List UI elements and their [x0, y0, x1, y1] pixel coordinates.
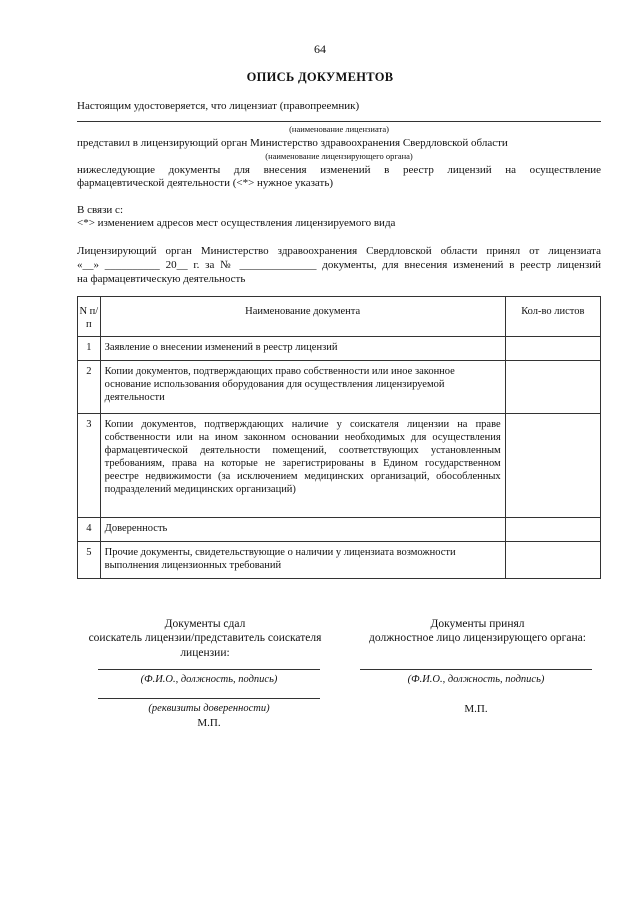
- row-num: 1: [78, 337, 101, 361]
- row-count: [505, 337, 600, 361]
- table-row: [78, 518, 601, 542]
- row-num: 5: [78, 542, 101, 579]
- left-power-of-attorney-line: [98, 698, 320, 699]
- licensee-name-line: [77, 121, 601, 122]
- table-row: [78, 542, 601, 579]
- licensee-caption: (наименование лицензиата): [289, 124, 389, 134]
- left-caption-1: (Ф.И.О., должность, подпись): [140, 674, 278, 685]
- row-text: Заявление о внесении изменений в реестр лицензий: [100, 337, 505, 361]
- left-stamp: М.П.: [197, 717, 221, 729]
- presented-line: представил в лицензирующий орган Министерство здравоохранения Свердловской области: [77, 137, 508, 149]
- intro-text: Настоящим удостоверяется, что лицензиат (правопреемник): [77, 100, 360, 112]
- table-header-row: [78, 297, 601, 337]
- left-caption-2: (реквизиты доверенности): [148, 703, 270, 714]
- authority-caption: (наименование лицензирующего органа): [265, 151, 413, 161]
- purpose-line-1: нижеследующие документы для внесения изменений в реестр лицензий на осуществление: [77, 164, 601, 176]
- row-text: Копии документов, подтверждающих право собственности или иное законное основание использования оборудования для осуществления лицензируемой деятельности: [100, 361, 505, 414]
- table-row: [78, 337, 601, 361]
- row-num: 4: [78, 518, 101, 542]
- accept-line-3: на фармацевтическую деятельность: [77, 273, 246, 285]
- row-num: 3: [78, 414, 101, 518]
- row-text: Прочие документы, свидетельствующие о наличии у лицензиата возможности выполнения лицензионных требований: [100, 542, 505, 579]
- document-title: ОПИСЬ ДОКУМЕНТОВ: [246, 70, 394, 84]
- header-name: Наименование документа: [100, 297, 505, 337]
- row-text: Копии документов, подтверждающих наличие у соискателя лицензии на праве собственности или на ином законном основании необходимых для осуществления фармацевтической деятельности помещений, соответствующих установленным требованиям, права на которые не зарегистрированы в Едином государственном реестре недвижимости (за исключением медицинских организаций, обособленных подразделений медицинских организаций): [100, 414, 505, 518]
- reason-label: В связи с:: [77, 204, 123, 216]
- left-sign-subtitle: соискатель лицензии/представитель соискателя лицензии:: [88, 632, 322, 659]
- table-row: [78, 414, 601, 518]
- header-num: N п/п: [78, 297, 101, 337]
- left-signature-line: [98, 669, 320, 670]
- right-sign-subtitle: должностное лицо лицензирующего органа:: [369, 632, 586, 644]
- row-count: [505, 414, 600, 518]
- row-text: Доверенность: [100, 518, 505, 542]
- accept-line-2: «__» __________ 20__ г. за № ______________ документы, для внесения изменений в реестр лицензий: [77, 259, 601, 271]
- accept-line-1: Лицензирующий орган Министерство здравоохранения Свердловской области принял от лицензиата: [77, 245, 601, 257]
- right-signature-line: [360, 669, 592, 670]
- purpose-line-2: фармацевтической деятельности (<*> нужное указать): [77, 177, 334, 189]
- row-count: [505, 361, 600, 414]
- left-sign-title: Документы сдал: [164, 618, 246, 630]
- row-count: [505, 518, 600, 542]
- table-row: [78, 361, 601, 414]
- reason-item: <*> изменением адресов мест осуществления лицензируемого вида: [77, 217, 396, 229]
- page-number: 64: [314, 42, 326, 56]
- row-count: [505, 542, 600, 579]
- documents-table: [77, 296, 601, 579]
- row-num: 2: [78, 361, 101, 414]
- header-count: Кол-во листов: [505, 297, 600, 337]
- right-caption-1: (Ф.И.О., должность, подпись): [407, 674, 545, 685]
- right-stamp: М.П.: [464, 703, 488, 715]
- right-sign-title: Документы принял: [430, 618, 525, 630]
